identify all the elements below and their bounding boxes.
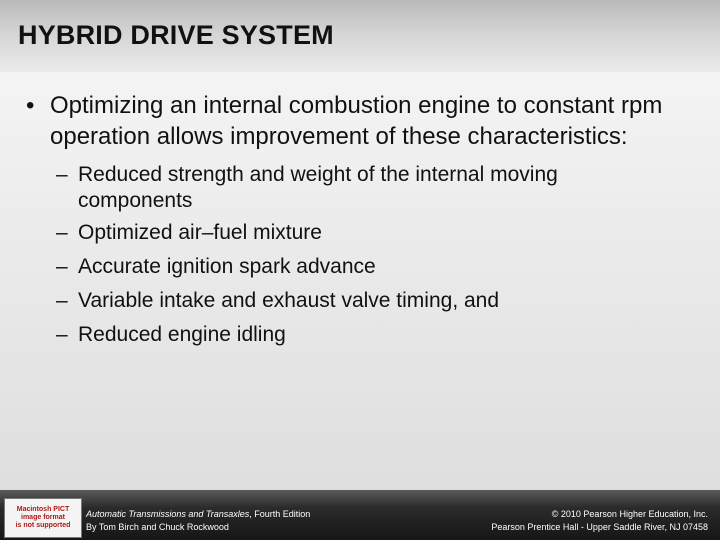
main-bullet (26, 90, 706, 152)
dash-icon: – (56, 255, 68, 278)
sub-bullet-text: Optimized air–fuel mixture (78, 221, 322, 244)
bullet-icon: • (26, 92, 35, 119)
dash-icon: – (56, 289, 68, 312)
dash-icon: – (56, 163, 68, 186)
dash-icon: – (56, 323, 68, 346)
main-bullet-text: Optimizing an internal combustion engine to constant rpm operation allows improvement of these characteristics: (50, 92, 663, 150)
book-edition: , Fourth Edition (249, 509, 311, 519)
footer-bar (0, 490, 720, 540)
publisher-logo-placeholder (4, 498, 82, 538)
book-authors: By Tom Birch and Chuck Rockwood (86, 522, 229, 532)
sub-bullet-item (56, 162, 706, 214)
book-title: Automatic Transmissions and Transaxles (86, 509, 250, 519)
book-title-line (86, 508, 310, 521)
slide-title: HYBRID DRIVE SYSTEM (18, 20, 334, 50)
publisher-text: Pearson Prentice Hall - Upper Saddle River, NJ 07458 (491, 522, 708, 532)
sub-bullet-item (56, 288, 706, 314)
sub-bullet-text: Variable intake and exhaust valve timing, and (78, 289, 500, 312)
footer-copyright (491, 508, 708, 534)
sub-bullet-item (56, 254, 706, 280)
footer-book-info (86, 508, 310, 534)
sub-bullet-text: Reduced strength and weight of the internal moving components (78, 163, 558, 212)
sub-bullet-item (56, 220, 706, 246)
sub-bullet-item (56, 322, 706, 348)
sub-bullet-list (56, 162, 706, 348)
slide-content (26, 90, 706, 356)
logo-line: is not supported (15, 522, 71, 529)
sub-bullet-text: Reduced engine idling (78, 323, 286, 346)
copyright-text: © 2010 Pearson Higher Education, Inc. (551, 509, 708, 519)
logo-line: image format (21, 514, 65, 521)
logo-line: Macintosh PICT (16, 506, 70, 513)
sub-bullet-text: Accurate ignition spark advance (78, 255, 376, 278)
dash-icon: – (56, 221, 68, 244)
